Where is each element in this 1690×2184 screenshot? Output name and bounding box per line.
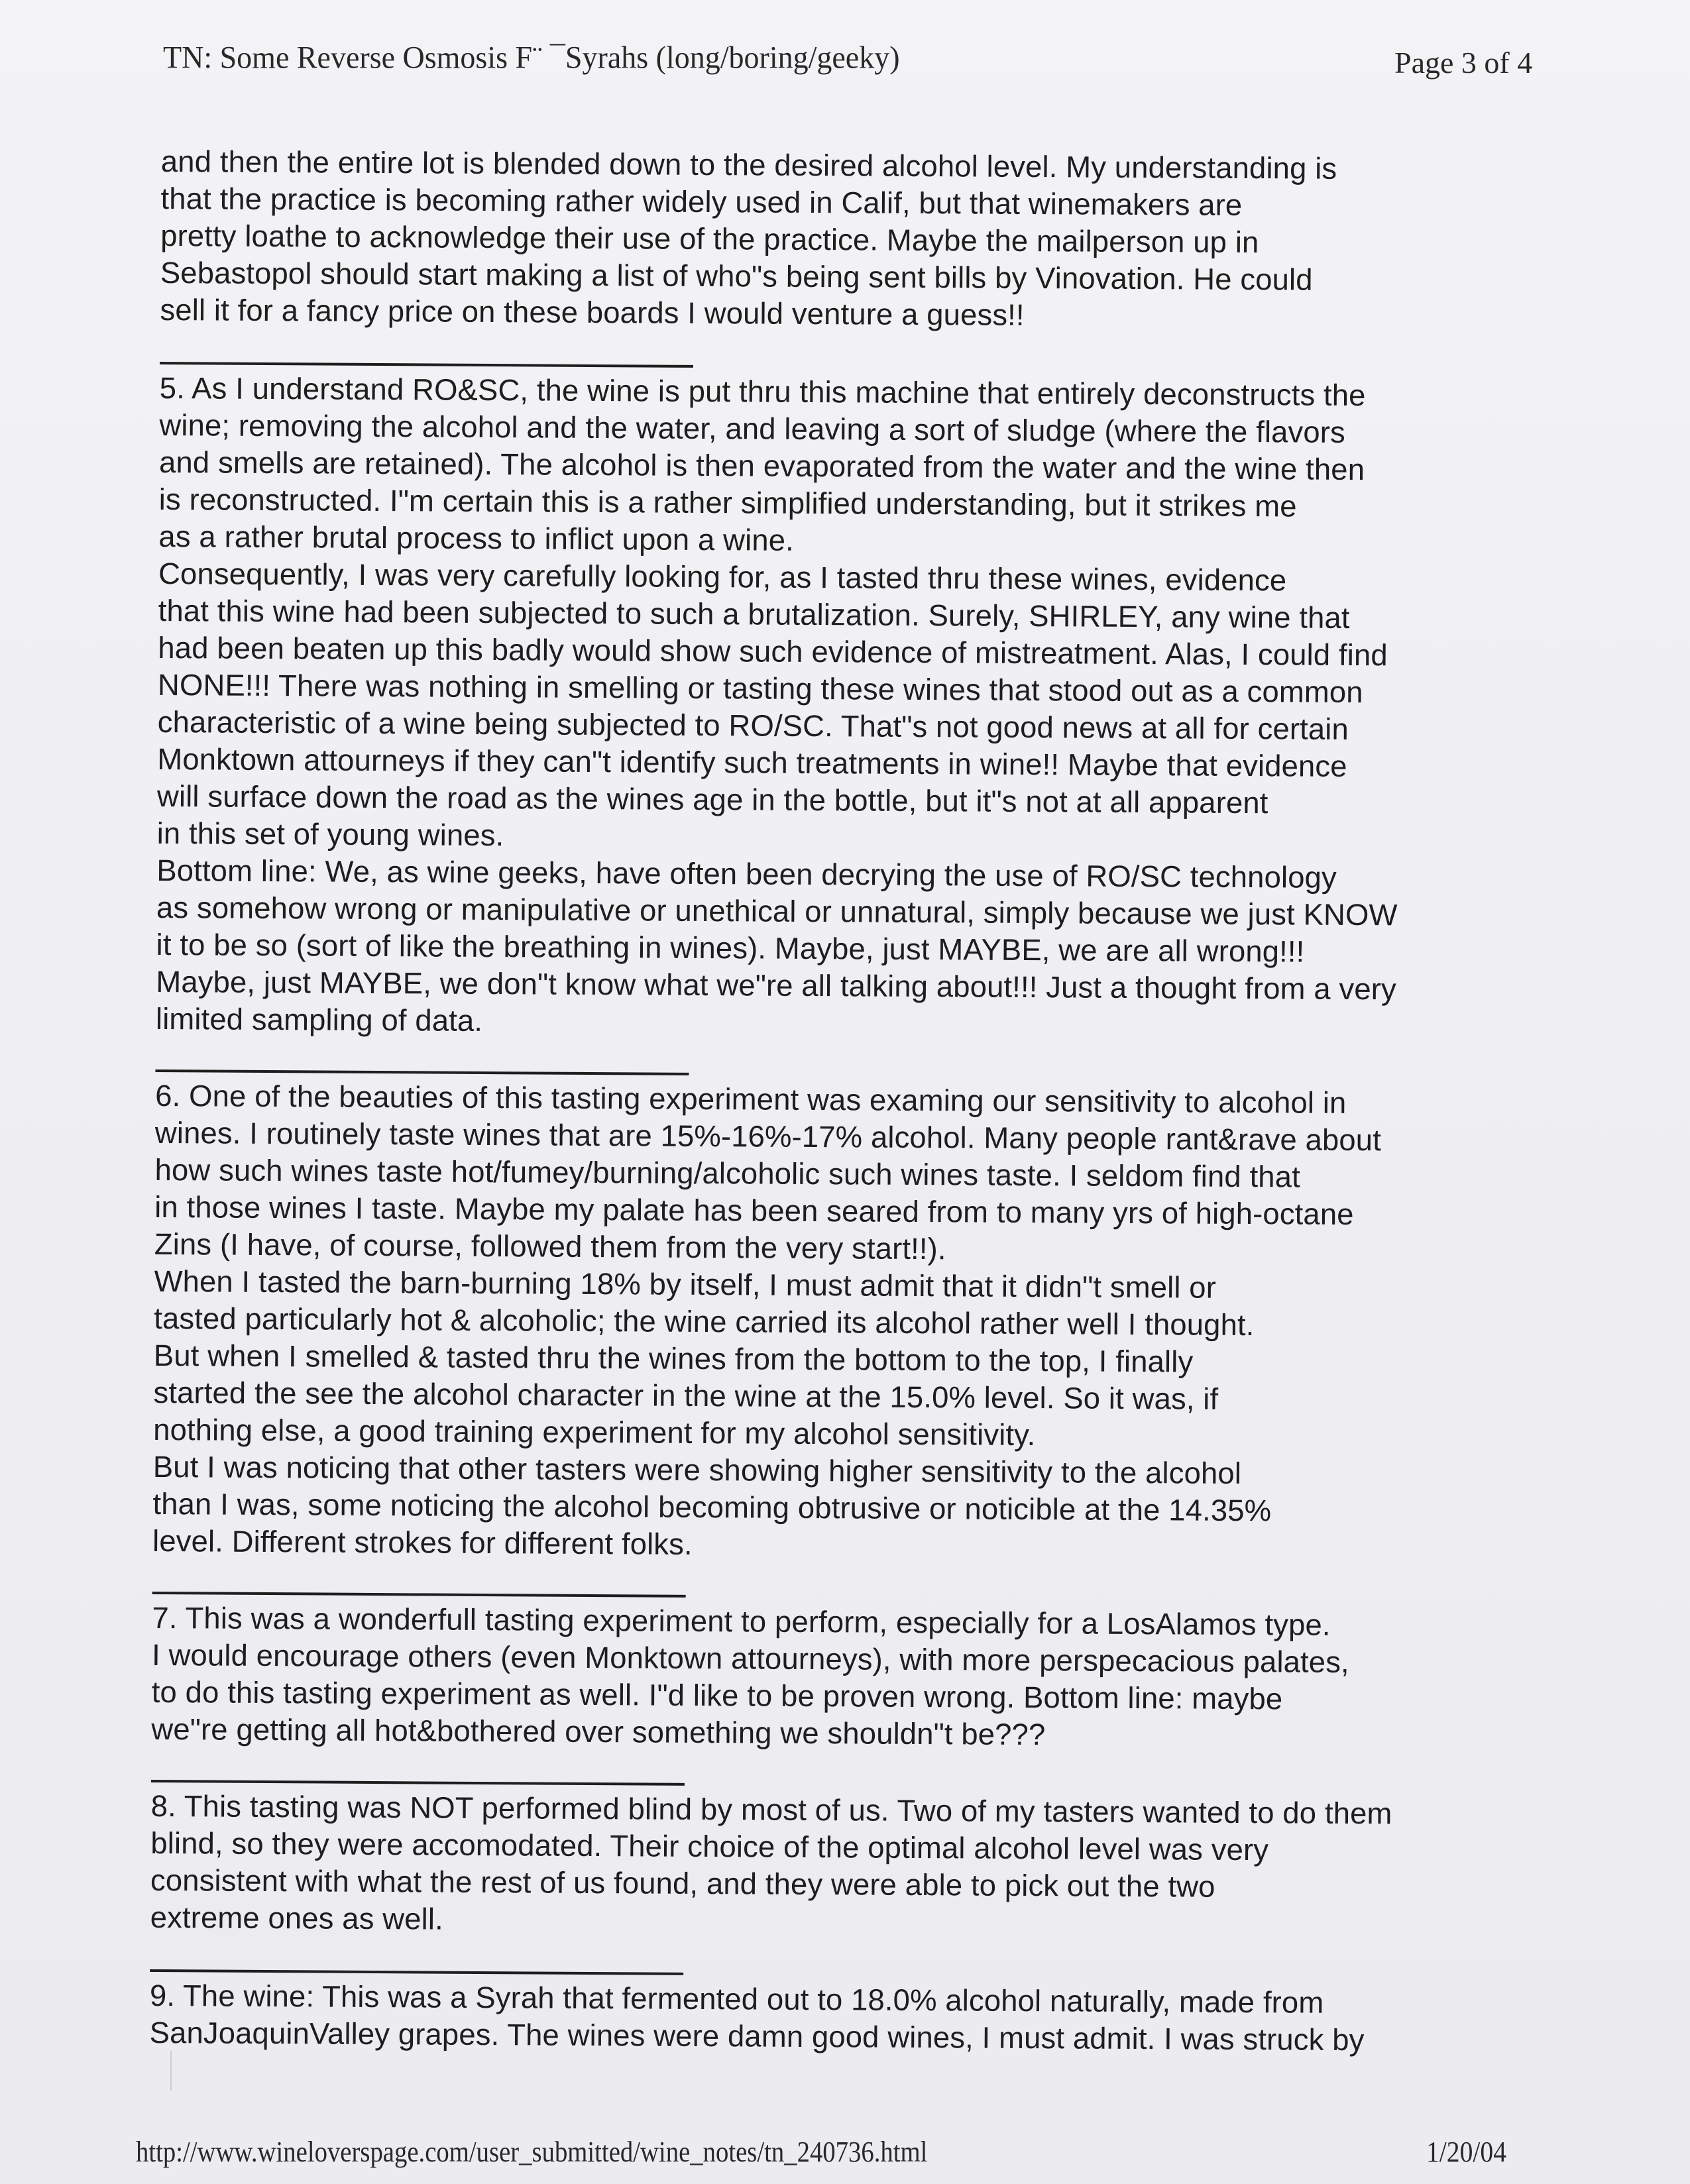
text-line: 6. One of the beauties of this tasting experiment was examing our sensitivity to alcohol in xyxy=(155,1078,1347,1120)
text-line: I would encourage others (even Monktown attourneys), with more perspecacious palates, xyxy=(151,1637,1349,1679)
scan-artifact xyxy=(170,2051,172,2091)
text-line: wine; removing the alcohol and the water, and leaving a sort of sludge (where the flavors xyxy=(159,408,1346,449)
text-line: limited sampling of data. xyxy=(155,1001,483,1038)
text-line: as somehow wrong or manipulative or unethical or unnatural, simply because we just KNOW xyxy=(156,890,1398,932)
text-line: to do this tasting experiment as well. I"d like to be proven wrong. Bottom line: maybe xyxy=(151,1674,1283,1716)
section-divider xyxy=(151,1780,685,1786)
text-line: pretty loathe to acknowledge their use of the practice. Maybe the mailperson up in xyxy=(160,218,1259,260)
page-header-title: TN: Some Reverse Osmosis F¨ ¯Syrahs (long/boring/geeky) xyxy=(163,39,900,76)
text-line: it to be so (sort of like the breathing in wines). Maybe, just MAYBE, we are all wrong!!! xyxy=(156,927,1305,969)
text-line: sell it for a fancy price on these boards I would venture a guess!! xyxy=(160,292,1025,332)
text-line: started the see the alcohol character in the wine at the 15.0% level. So it was, if xyxy=(153,1375,1219,1416)
text-line: But when I smelled & tasted thru the wines from the bottom to the top, I finally xyxy=(153,1338,1194,1379)
text-line: 8. This tasting was NOT performed blind by most of us. Two of my tasters wanted to do them xyxy=(150,1788,1392,1831)
text-line: blind, so they were accomodated. Their choice of the optimal alcohol level was very xyxy=(150,1826,1269,1867)
text-line: Zins (I have, of course, followed them from the very start!!). xyxy=(154,1227,946,1266)
text-line: that the practice is becoming rather widely used in Calif, but that winemakers are xyxy=(160,181,1243,222)
section-divider xyxy=(155,1069,689,1075)
text-line: we"re getting all hot&bothered over something we shouldn"t be??? xyxy=(151,1712,1046,1752)
text-line: and smells are retained). The alcohol is then evaporated from the water and the wine then xyxy=(158,445,1365,487)
text-line: than I was, some noticing the alcohol becoming obtrusive or noticible at the 14.35% xyxy=(152,1486,1272,1528)
text-line: level. Different strokes for different folks. xyxy=(152,1523,693,1561)
text-line: But I was noticing that other tasters were showing higher sensitivity to the alcohol xyxy=(152,1449,1242,1490)
section-divider xyxy=(150,1969,683,1975)
footer-url: http://www.wineloverspage.com/user_submitted/wine_notes/tn_240736.html xyxy=(136,2136,928,2168)
text-line: SanJoaquinValley grapes. The wines were damn good wines, I must admit. I was struck by xyxy=(149,2015,1365,2057)
text-line: When I tasted the barn-burning 18% by itself, I must admit that it didn"t smell or xyxy=(154,1264,1217,1305)
section-divider xyxy=(160,362,693,368)
text-line: consistent with what the rest of us found, and they were able to pick out the two xyxy=(150,1863,1215,1904)
text-line: 5. As I understand RO&SC, the wine is put thru this machine that entirely deconstructs the xyxy=(159,370,1366,413)
text-line: 9. The wine: This was a Syrah that fermented out to 18.0% alcohol naturally, made from xyxy=(149,1978,1324,2020)
text-line: Monktown attourneys if they can"t identify such treatments in wine!! Maybe that evidence xyxy=(157,741,1347,783)
text-line: nothing else, a good training experiment for my alcohol sensitivity. xyxy=(153,1412,1036,1452)
text-line: tasted particularly hot & alcoholic; the wine carried its alcohol rather well I thought. xyxy=(154,1301,1255,1342)
text-line: 7. This was a wonderfull tasting experiment to perform, especially for a LosAlamos type. xyxy=(152,1600,1331,1642)
text-line: as a rather brutal process to inflict upon a wine. xyxy=(158,519,795,557)
text-line: Bottom line: We, as wine geeks, have often been decrying the use of RO/SC technology xyxy=(156,853,1337,895)
section-divider xyxy=(152,1592,686,1598)
text-line: Consequently, I was very carefully looking for, as I tasted thru these wines, evidence xyxy=(158,556,1287,598)
text-line: Sebastopol should start making a list of who"s being sent bills by Vinovation. He could xyxy=(160,255,1313,297)
page-number-indicator: Page 3 of 4 xyxy=(1394,46,1533,80)
text-line: will surface down the road as the wines age in the bottle, but it"s not at all apparent xyxy=(156,779,1268,820)
text-line: had been beaten up this badly would show such evidence of mistreatment. Alas, I could find xyxy=(158,630,1388,673)
text-line: characteristic of a wine being subjected to RO/SC. That"s not good news at all for certain xyxy=(157,704,1349,746)
text-line: and then the entire lot is blended down to the desired alcohol level. My understanding is xyxy=(160,144,1337,186)
text-line: extreme ones as well. xyxy=(150,1900,443,1936)
text-line: in this set of young wines. xyxy=(156,816,504,853)
text-line: is reconstructed. I"m certain this is a rather simplified understanding, but it strikes me xyxy=(158,482,1297,523)
footer-date: 1/20/04 xyxy=(1426,2136,1507,2168)
text-line: Maybe, just MAYBE, we don"t know what we"re all talking about!!! Just a thought from a very xyxy=(156,964,1396,1007)
text-line: in those wines I taste. Maybe my palate has been seared from to many yrs of high-octane xyxy=(154,1189,1354,1232)
text-line: that this wine had been subjected to such a brutalization. Surely, SHIRLEY, any wine that xyxy=(158,593,1350,635)
text-line: NONE!!! There was nothing in smelling or tasting these wines that stood out as a common xyxy=(157,667,1363,710)
text-line: how such wines taste hot/fumey/burning/alcoholic such wines taste. I seldom find that xyxy=(154,1152,1300,1194)
text-line: wines. I routinely taste wines that are 15%-16%-17% alcohol. Many people rant&rave about xyxy=(154,1115,1382,1158)
